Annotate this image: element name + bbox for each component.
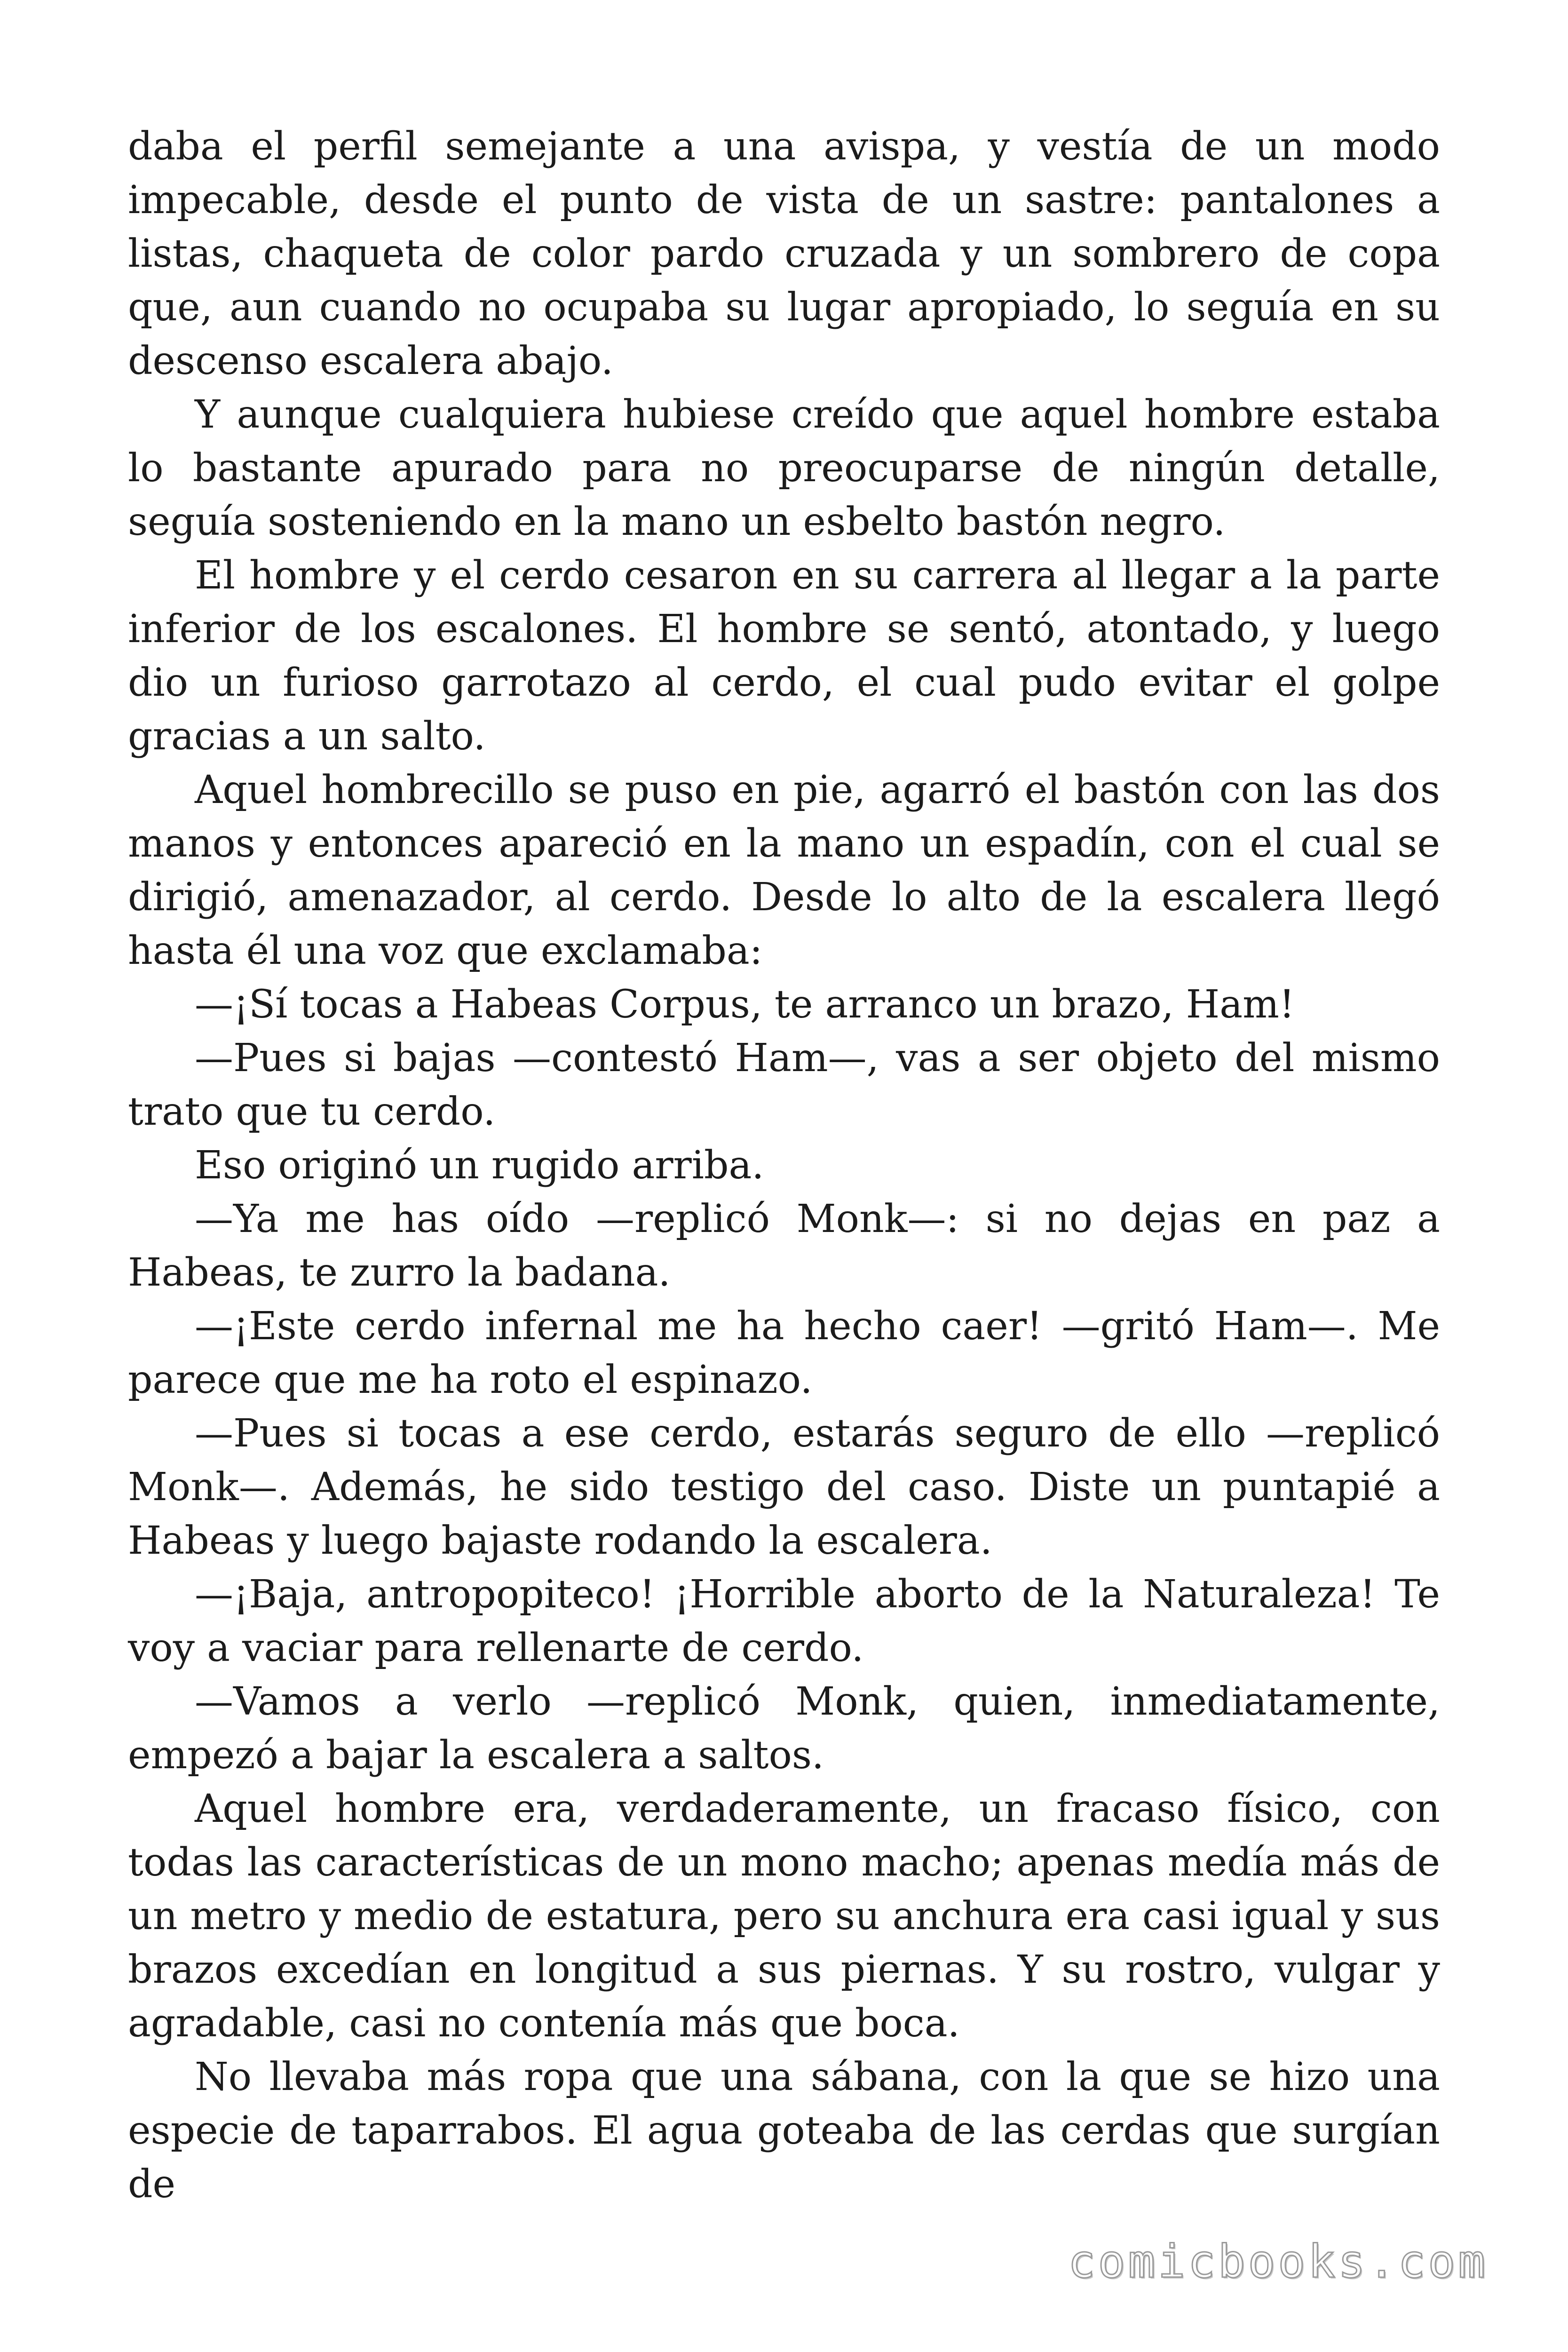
watermark: comicbooks.com	[1068, 2235, 1488, 2288]
paragraph-12: —Vamos a verlo —replicó Monk, quien, inmediatamente, empezó a bajar la escalera a saltos.	[128, 1679, 1440, 1778]
paragraph-4: Aquel hombrecillo se puso en pie, agarró el bastón con las dos manos y entonces apareció en la mano un espadín, con el cual se dirigió, amenazador, al cerdo. Desde lo alto de la escalera llegó hasta él una voz que exclamaba:	[128, 768, 1440, 973]
paragraph-10: —Pues si tocas a ese cerdo, estarás seguro de ello —replicó Monk—. Además, he sido testigo del caso. Diste un puntapié a Habeas y luego bajaste rodando la escalera.	[128, 1411, 1440, 1563]
paragraph-3: El hombre y el cerdo cesaron en su carrera al llegar a la parte inferior de los escalones. El hombre se sentó, atontado, y luego dio un furioso garrotazo al cerdo, el cual pudo evitar el golpe gracias a un salto.	[128, 553, 1440, 759]
paragraph-7: Eso originó un rugido arriba.	[195, 1143, 764, 1188]
paragraph-13: Aquel hombre era, verdaderamente, un fracaso físico, con todas las características de un mono macho; apenas medía más de un metro y medio de estatura, pero su anchura era casi igual y sus brazos excedían en longitud a sus piernas. Y su rostro, vulgar y agradable, casi no contenía más que boca.	[128, 1787, 1440, 2046]
paragraph-5: —¡Sí tocas a Habeas Corpus, te arranco un brazo, Ham!	[195, 982, 1295, 1027]
paragraph-1: daba el perfil semejante a una avispa, y vestía de un modo impecable, desde el punto de vista de un sastre: pantalones a listas, chaqueta de color pardo cruzada y un sombrero de copa que, aun cuando no ocupaba su lugar apropiado, lo seguía en su descenso escalera abajo.	[128, 124, 1440, 383]
body-text	[128, 120, 1440, 2211]
paragraph-9: —¡Este cerdo infernal me ha hecho caer! —gritó Ham—. Me parece que me ha roto el espinazo.	[128, 1304, 1440, 1402]
paragraph-14: No llevaba más ropa que una sábana, con la que se hizo una especie de taparrabos. El agua goteaba de las cerdas que surgían de	[128, 2055, 1440, 2207]
paragraph-2: Y aunque cualquiera hubiese creído que aquel hombre estaba lo bastante apurado para no preocuparse de ningún detalle, seguía sosteniendo en la mano un esbelto bastón negro.	[128, 392, 1440, 544]
paragraph-11: —¡Baja, antropopiteco! ¡Horrible aborto de la Naturaleza! Te voy a vaciar para rellenarte de cerdo.	[128, 1572, 1440, 1670]
paragraph-8: —Ya me has oído —replicó Monk—: si no dejas en paz a Habeas, te zurro la badana.	[128, 1197, 1440, 1295]
paragraph-6: —Pues si bajas —contestó Ham—, vas a ser objeto del mismo trato que tu cerdo.	[128, 1036, 1440, 1134]
